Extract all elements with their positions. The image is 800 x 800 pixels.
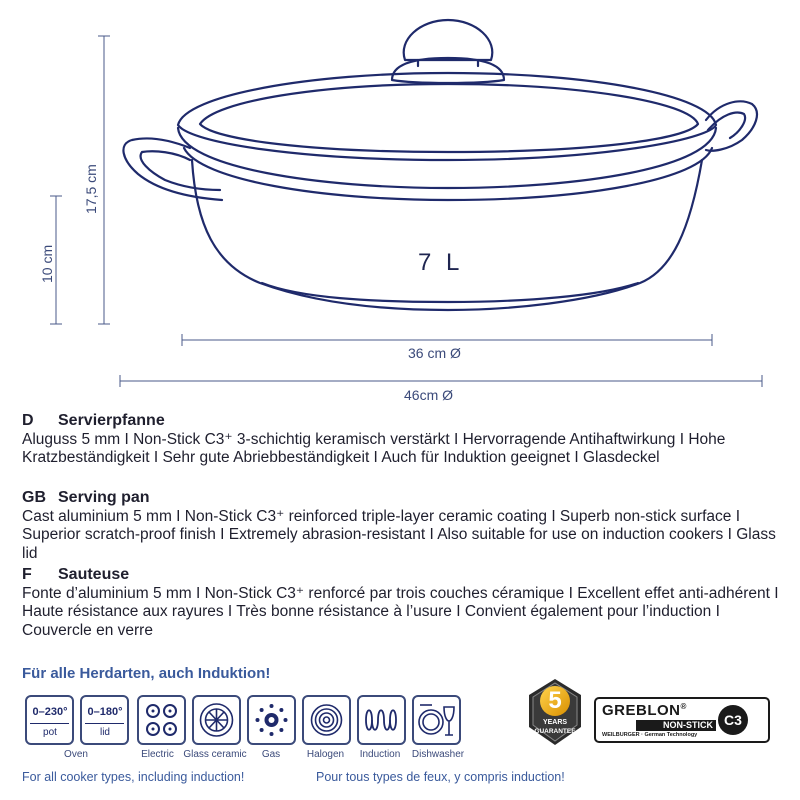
- greblon-brand: GREBLON®: [602, 702, 687, 719]
- glass-ceramic-hob-icon: [192, 695, 241, 745]
- description-heading: GB Serving pan: [22, 489, 150, 506]
- description-gb: [22, 489, 792, 563]
- height-body-label: 10 cm: [39, 244, 55, 283]
- description-heading: F Sauteuse: [22, 566, 130, 583]
- description-de: [22, 412, 792, 468]
- oven-pot-temp: 0–230°: [32, 706, 68, 718]
- lid-outline: [178, 73, 716, 160]
- label-gas: Gas: [261, 749, 281, 760]
- label-oven: Oven: [64, 749, 88, 760]
- guarantee-text2: GUARANTEE: [534, 728, 576, 735]
- pan-rim: [178, 128, 716, 188]
- label-electric: Electric: [141, 749, 174, 760]
- gas-hob-icon: [247, 695, 296, 745]
- right-handle: [706, 101, 757, 150]
- c3-mark: C3: [718, 705, 748, 735]
- label-induction: Induction: [359, 749, 401, 760]
- greblon-badge: [594, 697, 770, 743]
- guarantee-years: 5: [548, 687, 562, 714]
- diameter-outer-label: 46cm Ø: [404, 387, 454, 403]
- oven-pot-icon: [25, 695, 74, 745]
- description-text: Cast aluminium 5 mm I Non-Stick C3⁺ reinforced triple-layer ceramic coating I Superb non-stick surface I Superior scratch-proof finish I Extremely abrasion-resistant I Also suitable for use on induction cookers I Glass lid: [22, 507, 776, 562]
- guarantee-text1: YEARS: [542, 719, 568, 726]
- volume-label: 7 L: [418, 249, 464, 276]
- nonstick-bar: NON-STICK: [636, 720, 716, 731]
- description-text: Aluguss 5 mm I Non-Stick C3⁺ 3-schichtig keramisch verstärkt I Hervorragende Antihaftwirkung I Hohe Kratzbeständigkeit I Sehr gute Abriebbeständigkeit I Auch für Induktion geeignet I Glasdeckel: [22, 430, 726, 467]
- footer-en: For all cooker types, including induction!: [22, 770, 245, 784]
- lid-knob: [404, 20, 493, 60]
- oven-pot-sub: pot: [43, 727, 57, 738]
- label-halogen: Halogen: [306, 749, 345, 760]
- oven-lid-sub: lid: [99, 727, 110, 738]
- description-text: Fonte d’aluminium 5 mm I Non-Stick C3⁺ renforcé par trois couches céramique I Excellent effet anti-adhérent I Haute résistance aux rayures I Très bonne résistance à l’usure I Convient également pour l’induction I Couvercle en verre: [22, 584, 779, 639]
- height-total-label: 17,5 cm: [83, 164, 99, 214]
- label-glass-ceramic: Glass ceramic: [183, 749, 247, 760]
- diameter-inner-label: 36 cm Ø: [408, 345, 461, 361]
- oven-lid-temp: 0–180°: [87, 706, 123, 718]
- label-dishwasher: Dishwasher: [411, 749, 465, 760]
- dishwasher-icon: [412, 695, 461, 745]
- footer-fr: Pour tous types de feux, y compris induction!: [316, 770, 565, 784]
- description-fr: [22, 566, 792, 640]
- greblon-sub: WEILBURGER · German Technology: [602, 732, 698, 738]
- tagline: Für alle Herdarten, auch Induktion!: [22, 665, 271, 682]
- halogen-hob-icon: [302, 695, 351, 745]
- oven-lid-icon: [80, 695, 129, 745]
- induction-hob-icon: [357, 695, 406, 745]
- description-heading: D Servierpfanne: [22, 412, 165, 429]
- left-handle: [123, 138, 222, 200]
- electric-hob-icon: [137, 695, 186, 745]
- guarantee-badge: [525, 677, 585, 747]
